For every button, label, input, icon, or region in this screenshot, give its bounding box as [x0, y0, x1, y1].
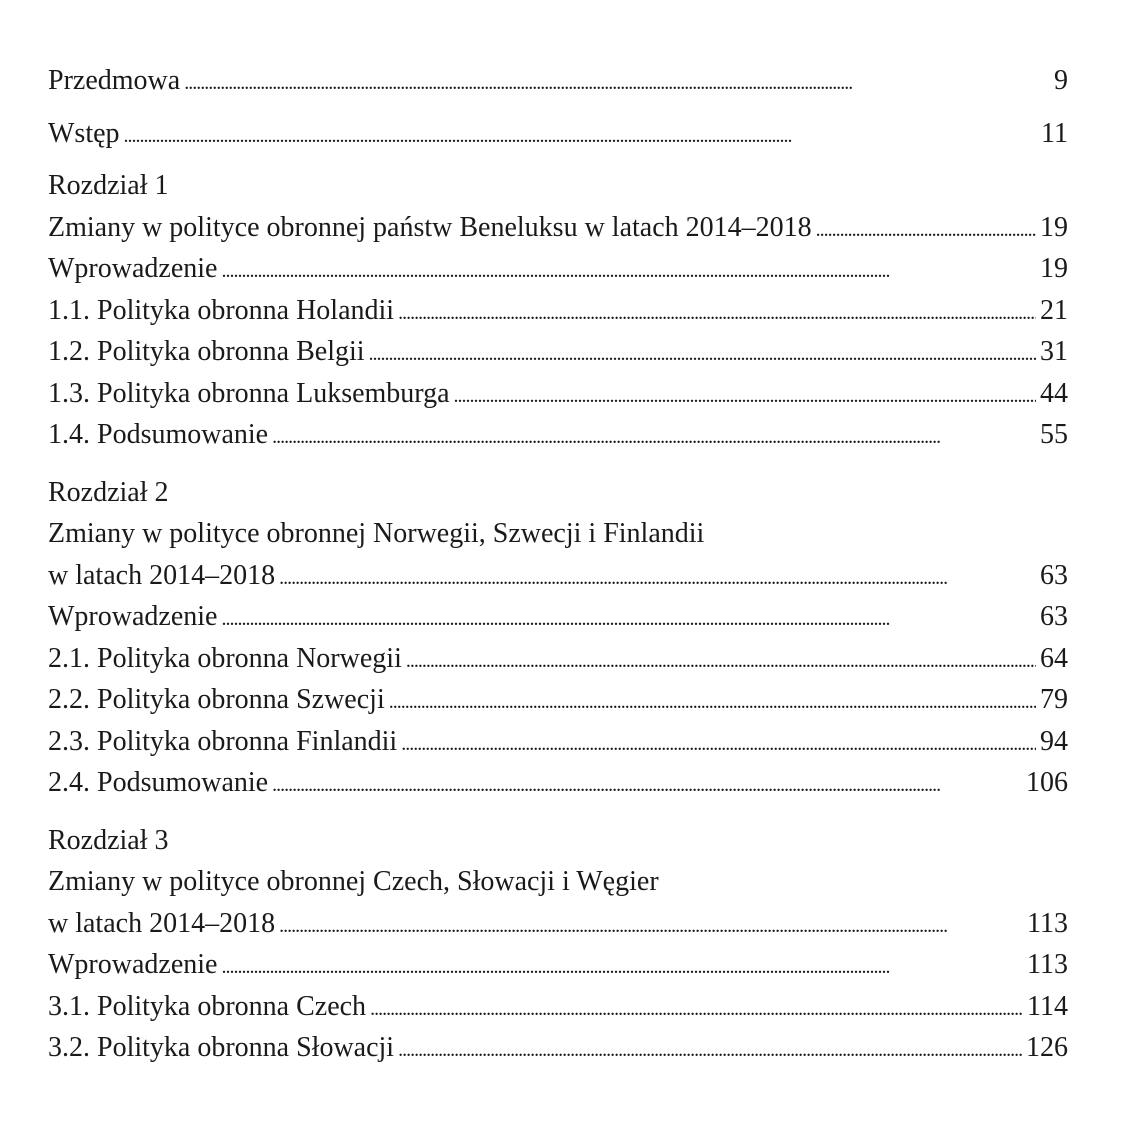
dot-leader: [454, 376, 1036, 418]
toc-entry: [48, 414, 1068, 456]
toc-entry-title: 1.3. Polityka obronna Luksemburga: [48, 377, 450, 409]
dot-leader: [184, 63, 1050, 105]
dot-leader: [272, 765, 1022, 807]
toc-entry-page: 9: [1054, 65, 1068, 96]
toc-entry: [48, 331, 1068, 373]
dot-leader: [816, 210, 1036, 252]
toc-entry: [48, 290, 1068, 332]
toc-entry-title: Rozdział 1: [48, 170, 169, 201]
dot-leader: [398, 293, 1036, 335]
toc-entry-title: w latach 2014–2018: [48, 907, 276, 939]
toc-entry: [48, 248, 1068, 290]
toc-entry-page: 44: [1040, 377, 1068, 409]
toc-entry: [48, 762, 1068, 804]
toc-entry-page: 126: [1026, 1032, 1068, 1063]
toc-entry-page: 113: [1027, 949, 1068, 980]
toc-entry: [48, 638, 1068, 680]
toc-entry-page: 19: [1040, 211, 1068, 243]
toc-entry-title: Zmiany w polityce obronnej Norwegii, Szwecji i Finlandii: [48, 518, 705, 549]
toc-entry-title: Zmiany w polityce obronnej państw Beneluksu w latach 2014–2018: [48, 211, 812, 243]
toc-entry-title: Rozdział 2: [48, 476, 169, 508]
toc-heading: [48, 472, 1068, 514]
dot-leader: [401, 724, 1036, 766]
toc-entry-title: 1.4. Podsumowanie: [48, 419, 269, 450]
dot-leader: [389, 682, 1036, 724]
toc-entry-page: 21: [1040, 294, 1068, 326]
toc-entry: [48, 903, 1068, 945]
toc-heading: [48, 820, 1068, 862]
toc-entry-page: 63: [1040, 559, 1068, 591]
toc-entry-title: 2.4. Podsumowanie: [48, 767, 269, 798]
toc-entry-page: 11: [1041, 117, 1068, 149]
toc-entry-page: 113: [1027, 907, 1068, 939]
toc-entry-page: 64: [1040, 642, 1068, 674]
dot-leader: [406, 641, 1036, 683]
dot-leader: [398, 1030, 1022, 1072]
toc-entry-title: Wprowadzenie: [48, 253, 218, 284]
toc-entry-page: 79: [1040, 684, 1068, 715]
toc-entry-title: Przedmowa: [48, 65, 181, 96]
toc-entry: [48, 60, 1068, 102]
toc-entry-page: 106: [1026, 767, 1068, 798]
dot-leader: [370, 989, 1023, 1031]
toc-entry-title: Wstęp: [48, 117, 120, 149]
dot-leader: [369, 334, 1036, 376]
toc-entry: [48, 207, 1068, 249]
toc-entry-title: 3.1. Polityka obronna Czech: [48, 990, 367, 1022]
toc-entry-title: Rozdział 3: [48, 824, 169, 856]
toc-entry-page: 19: [1040, 253, 1068, 284]
dot-leader: [221, 251, 1036, 293]
dot-leader: [221, 947, 1023, 989]
toc-heading: [48, 165, 1068, 207]
toc-entry-title: 2.2. Polityka obronna Szwecji: [48, 684, 385, 715]
table-of-contents: [48, 60, 1068, 1069]
toc-entry-title: Zmiany w polityce obronnej Czech, Słowacji i Węgier: [48, 866, 659, 897]
toc-entry-page: 114: [1027, 990, 1068, 1022]
toc-entry-title: 2.3. Polityka obronna Finlandii: [48, 725, 398, 757]
toc-entry: [48, 986, 1068, 1028]
toc-entry: [48, 721, 1068, 763]
toc-entry-page: 94: [1040, 725, 1068, 757]
toc-entry-page: 31: [1040, 336, 1068, 367]
dot-leader: [279, 558, 1036, 600]
toc-entry-page: 63: [1040, 601, 1068, 632]
dot-leader: [279, 906, 1023, 948]
toc-entry-title: 1.1. Polityka obronna Holandii: [48, 294, 395, 326]
toc-entry-title: Wprowadzenie: [48, 949, 218, 980]
toc-entry: [48, 555, 1068, 597]
toc-entry: [48, 1027, 1068, 1069]
toc-entry: [48, 113, 1068, 155]
toc-entry-title: Wprowadzenie: [48, 601, 218, 632]
toc-heading: [48, 861, 1068, 903]
toc-entry: [48, 373, 1068, 415]
toc-entry: [48, 679, 1068, 721]
toc-entry-page: 55: [1040, 419, 1068, 450]
toc-heading: [48, 513, 1068, 555]
dot-leader: [221, 599, 1036, 641]
toc-entry: [48, 596, 1068, 638]
toc-entry: [48, 944, 1068, 986]
dot-leader: [272, 417, 1036, 459]
toc-entry-title: w latach 2014–2018: [48, 559, 276, 591]
toc-entry-title: 2.1. Polityka obronna Norwegii: [48, 642, 402, 674]
dot-leader: [124, 116, 1038, 158]
toc-entry-title: 3.2. Polityka obronna Słowacji: [48, 1032, 395, 1063]
toc-entry-title: 1.2. Polityka obronna Belgii: [48, 336, 365, 367]
